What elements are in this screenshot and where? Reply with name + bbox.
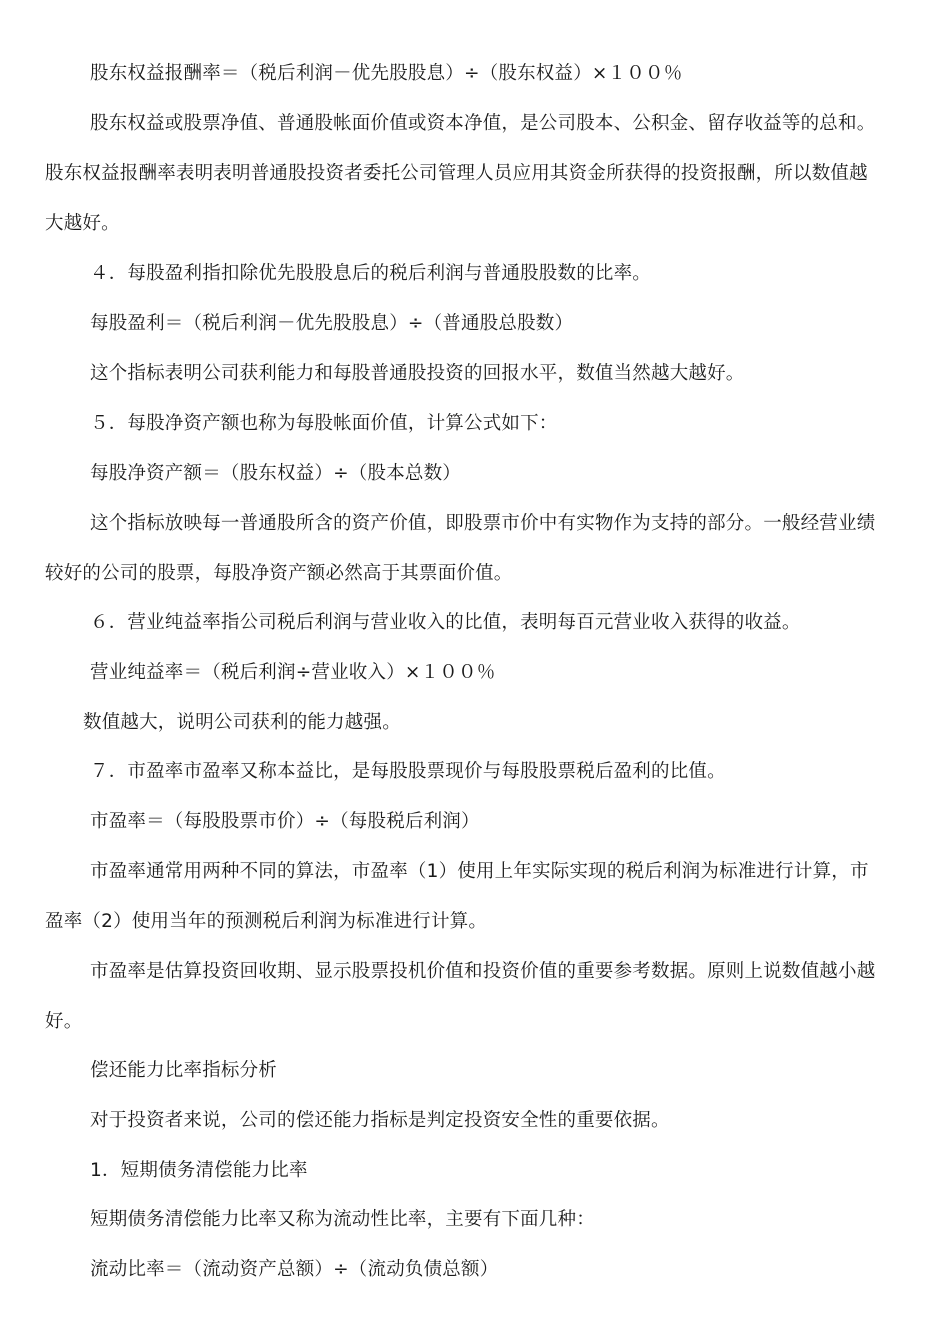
formula-pe-ratio: 市盈率＝（每股股票市价）÷（每股税后利润） [90, 811, 480, 832]
paragraph-equity-definition: 股东权益或股票净值、普通股帐面价值或资本净值，是公司股本、公积金、留存收益等的总和。 [90, 113, 876, 134]
formula-eps: 每股盈利＝（税后利润－优先股股息）÷（普通股总股数） [90, 313, 574, 334]
paragraph-pe-methods-cont: 盈率（2）使用当年的预测税后利润为标准进行计算。 [45, 911, 488, 932]
item-7-pe-ratio: ７．市盈率市盈率又称本益比，是每股股票现价与每股股票税后盈利的比值。 [90, 761, 726, 782]
formula-net-margin: 营业纯益率＝（税后利润÷营业收入）×１００％ [90, 662, 496, 683]
item-4-eps: ４．每股盈利指扣除优先股股息后的税后利润与普通股股数的比率。 [90, 263, 652, 284]
paragraph-pe-methods: 市盈率通常用两种不同的算法，市盈率（1）使用上年实际实现的税后利润为标准进行计算，市 [90, 861, 869, 882]
formula-bvps: 每股净资产额＝（股东权益）÷（股本总数） [90, 463, 462, 484]
paragraph-pe-meaning-cont: 好。 [45, 1011, 83, 1032]
paragraph-bvps-meaning: 这个指标放映每一普通股所含的资产价值，即股票市价中有实物作为支持的部分。一般经营业绩 [90, 513, 876, 534]
item-1-short-term-ratio: 1．短期债务清偿能力比率 [90, 1160, 308, 1181]
paragraph-eps-meaning: 这个指标表明公司获利能力和每股普通股投资的回报水平，数值当然越大越好。 [90, 363, 745, 384]
paragraph-bvps-meaning-cont: 较好的公司的股票，每股净资产额必然高于其票面价值。 [45, 563, 513, 584]
paragraph-pe-meaning: 市盈率是估算投资回收期、显示股票投机价值和投资价值的重要参考数据。原则上说数值越小越 [90, 961, 876, 982]
section-heading-solvency: 偿还能力比率指标分析 [90, 1060, 278, 1081]
formula-roe: 股东权益报酬率＝（税后利润－优先股股息）÷（股东权益）×１００％ [90, 63, 683, 84]
paragraph-liquidity-intro: 短期债务清偿能力比率又称为流动性比率，主要有下面几种： [90, 1209, 595, 1230]
paragraph-roe-meaning: 股东权益报酬率表明表明普通股投资者委托公司管理人员应用其资金所获得的投资报酬，所以数值越 [45, 163, 868, 184]
paragraph-net-margin-meaning: 数值越大，说明公司获利的能力越强。 [83, 712, 401, 733]
paragraph-solvency-intro: 对于投资者来说，公司的偿还能力指标是判定投资安全性的重要依据。 [90, 1110, 670, 1131]
item-5-bvps: ５．每股净资产额也称为每股帐面价值，计算公式如下： [90, 413, 558, 434]
formula-current-ratio: 流动比率＝（流动资产总额）÷（流动负债总额） [90, 1259, 499, 1280]
paragraph-roe-meaning-cont: 大越好。 [45, 213, 120, 234]
item-6-net-margin: ６．营业纯益率指公司税后利润与营业收入的比值，表明每百元营业收入获得的收益。 [90, 612, 801, 633]
